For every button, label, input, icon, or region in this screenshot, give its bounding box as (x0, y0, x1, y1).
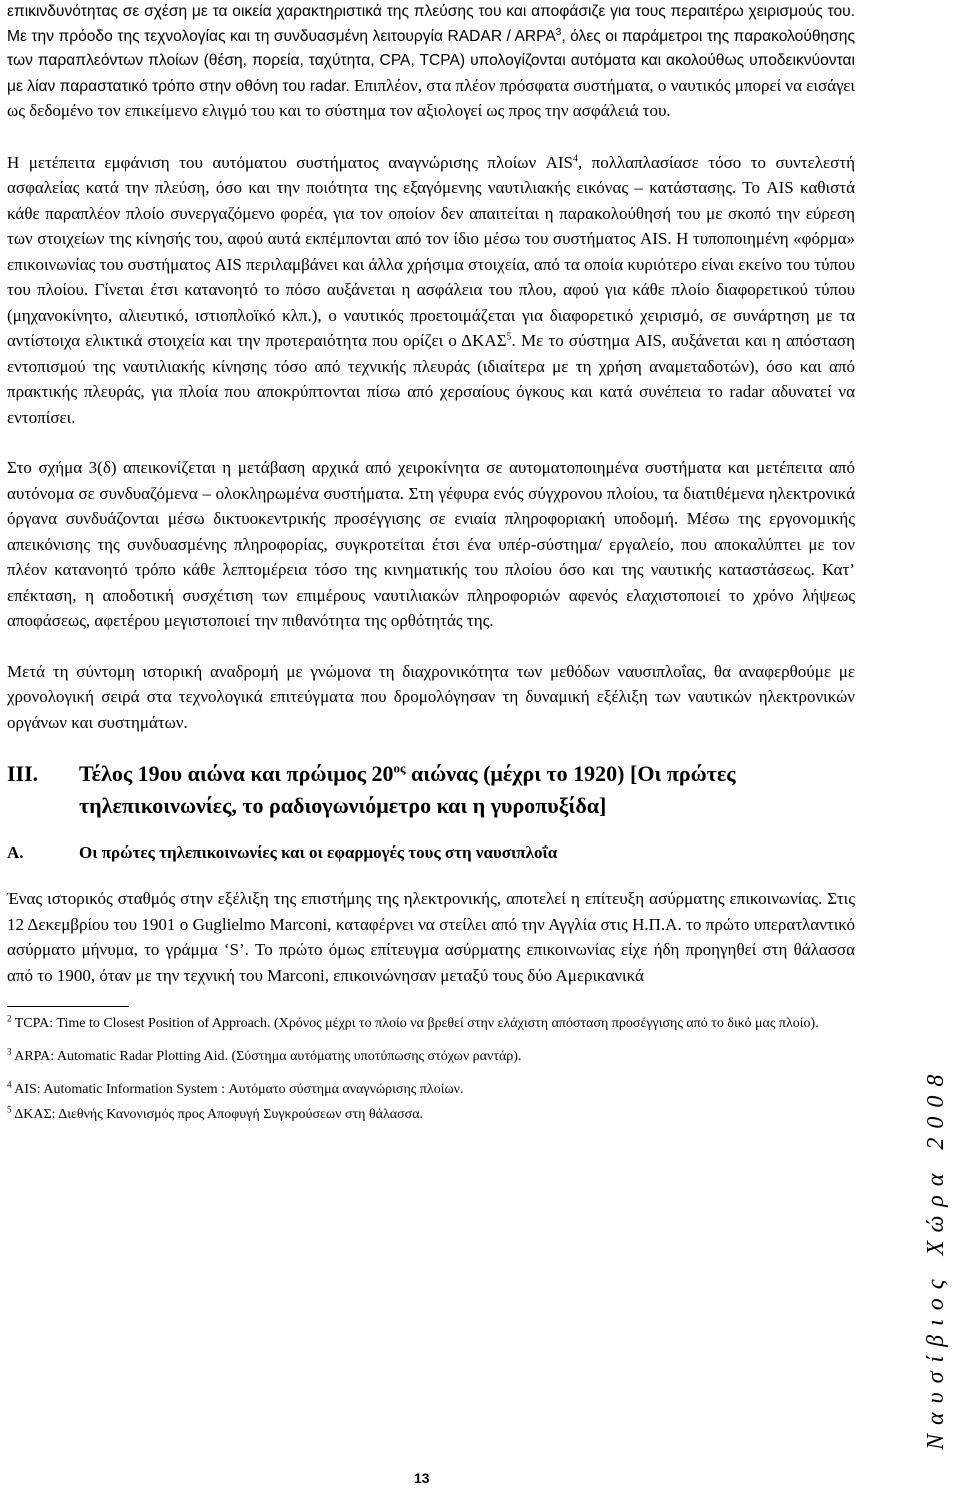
section-heading-iii (7, 758, 855, 822)
footnote-ref-3[interactable]: 3 (555, 26, 562, 38)
side-label: Ναυσίβιος Χώρα 2008 (923, 1065, 949, 1450)
subsection-heading-a (7, 840, 855, 866)
page-number: 13 (414, 1470, 430, 1486)
subsection-title: Οι πρώτες τηλεπικοινωνίες και οι εφαρμογές τους στη ναυσιπλοΐα (79, 843, 558, 862)
paragraph-radar-arpa: επικινδυνότητας σε σχέση με τα οικεία χαρακτηριστικά της πλεύσης του και αποφάσιζε για τους περαιτέρω χειρισμούς του. Με την πρόοδο της τεχνολογίας και τη συνδυασμένη λειτουργία RADAR / ARPA$^3$, όλες οι παράμετροι της παρακολούθησης των παραπλεόντων πλοίων (θέση, πορεία, ταχύτητα, CPA, TCPA) υπολογίζονται αυτόματα και ακολούθως υποδεικνύονται με λίαν παραστατικό τρόπο στην οθόνη του radar. Επιπλέον, στα πλέον πρόσφατα συστήματα, ο ναυτικός μπορεί να εισάγει ως δεδομένο τον επικείμενο ελιγμό του και το σύστημα τον αξιολογεί ως προς την ασφάλειά του. (7, 3, 855, 120)
footnote-2: $^2$ TCPA: Time to Closest Position of Approach. (Χρόνος μέχρι το πλοίο να βρεθεί στην ελάχιστη απόσταση προσέγγισης από το δικό μας πλοίο). (7, 1013, 819, 1031)
page-body (7, 0, 855, 1125)
section-number: ΙΙΙ. (7, 761, 39, 786)
footnote-3: $^3$ ARPA: Automatic Radar Plotting Aid. (Σύστημα αυτόματης υποτύπωσης στόχων ραντάρ). (7, 1046, 522, 1064)
subsection-number: Α. (7, 843, 24, 862)
footnote-ref-4[interactable]: 4 (572, 152, 578, 164)
paragraph-marconi: Ένας ιστορικός σταθμός στην εξέλιξη της επιστήμης της ηλεκτρονικής, αποτελεί η επίτευξη ασύρματης επικοινωνίας. Στις 12 Δεκεμβρίου του 1901 ο Guglielmo Marconi, καταφέρνει να στείλει από την Αγγλία στις Η.Π.Α. το πρώτο υπερατλαντικό ασύρματο μήνυμα, το γράμμα ‘S’. Το πρώτο όμως επίτευγμα ασύρματης επικοινωνίας είχε ήδη προηγηθεί στη θάλασσα από το 1900, όταν με την τεχνική του Marconi, επικοινώνησαν μεταξύ τους δύο Αμερικανικά (7, 889, 855, 985)
section-title: Τέλος 19ου αιώνα και πρώιμος $20^{o\varsigma}$ αιώνας (μέχρι το 1920) [Οι πρώτες τηλεπικοινωνίες, το ραδιογωνιόμετρο και η γυροπυξίδα] (79, 760, 736, 818)
footnotes (7, 1013, 855, 1125)
footnote-divider (7, 1006, 129, 1007)
footnote-5: $^5$ ΔΚΑΣ: Διεθνής Κανονισμός προς Αποφυγή Συγκρούσεων στη θάλασσα. (7, 1104, 424, 1122)
paragraph-ais: Η μετέπειτα εμφάνιση του αυτόματου συστήματος αναγνώρισης πλοίων AIS$^4$, πολλαπλασίασε τόσο το συντελεστή ασφαλείας κατά την πλεύση, όσο και την ποιότητα της εξαγόμενης ναυτιλιακής εικόνας – κατάστασης. Το AIS καθιστά κάθε παραπλέον πλοίο συνεργαζόμενο φορέα, για τον οποίον δεν απαιτείται η παρακολούθησή του με σκοπό την εύρεση των στοιχείων της κίνησής του, αφού αυτά εκπέμπονται από τον ίδιο μέσω του συστήματος AIS. Η τυποποιημένη «φόρμα» επικοινωνίας του συστήματος AIS περιλαμβάνει και άλλα χρήσιμα στοιχεία, από τα οποία κυριότερο είναι εκείνο του τύπου του πλοίου. Γίνεται έτσι κατανοητό το πόσο αυξάνεται η ασφάλεια του πλου, αφού για κάθε πλοίο διαφορετικού τύπου (μηχανοκίνητο, αλιευτικό, ιστιοπλοϊκό κλπ.), ο ναυτικός προετοιμάζεται για διαφορετικό χειρισμό, σε συνάρτηση με τα αντίστοιχα ελικτικά στοιχεία και την προτεραιότητα που ορίζει ο ΔΚΑΣ$^5$. Με το σύστημα AIS, αυξάνεται και η απόσταση εντοπισμού της ναυτιλιακής κίνησης τόσο από τεχνικής πλευράς (ιδιαίτερα με τη χρήση αναμεταδοτών), όσο και από πρακτικής πλευράς, για πλοία που αποκρύπτονται πίσω από χερσαίους όγκους και κατά συνέπεια το radar αδυνατεί να εντοπίσει. (7, 152, 855, 427)
paragraph-history-intro: Μετά τη σύντομη ιστορική αναδρομή με γνώμονα τη διαχρονικότητα των μεθόδων ναυσιπλοΐας, θα αναφερθούμε με χρονολογική σειρά στα τεχνολογικά επιτεύγματα που δρομολόγησαν τη δυναμική εξέλιξη των ναυτικών ηλεκτρονικών οργάνων και συστημάτων. (7, 661, 855, 732)
paragraph-figure-3d: Στο σχήμα 3(δ) απεικονίζεται η μετάβαση αρχικά από χειροκίνητα σε αυτοματοποιημένα συστήματα και μετέπειτα από αυτόνομα σε συνδυαζόμενα – ολοκληρωμένα συστήματα. Στη γέφυρα ενός σύγχρονου πλοίου, τα διατιθέμενα ηλεκτρονικά όργανα συνδυάζονται μέσω δικτυοκεντρικής προσέγγισης σε ενιαία πληροφοριακή υποδομή. Μέσω της εργονομικής απεικόνισης της συνδυασμένης πληροφορίας, συγκροτείται έτσι ένα υπέρ-σύστημα/ εργαλείο, που αποκαλύπτει με τον πλέον κατανοητό τρόπο κάθε λεπτομέρεια τόσο της κινηματικής του πλοίου όσο και της ναυτικής καταστάσεως. Κατ’ επέκταση, η αποδοτική συσχέτιση των επιμέρους ναυτιλιακών πληροφοριών αφενός ελαχιστοποιεί το χρόνο λήψεως αποφάσεως, αφετέρου μεγιστοποιεί την πιθανότητα της ορθότητάς της. (7, 458, 855, 630)
footnote-4: $^4$ AIS: Automatic Information System : Αυτόματο σύστημα αναγνώρισης πλοίων. (7, 1079, 464, 1097)
footnote-ref-5[interactable]: 5 (506, 331, 512, 343)
